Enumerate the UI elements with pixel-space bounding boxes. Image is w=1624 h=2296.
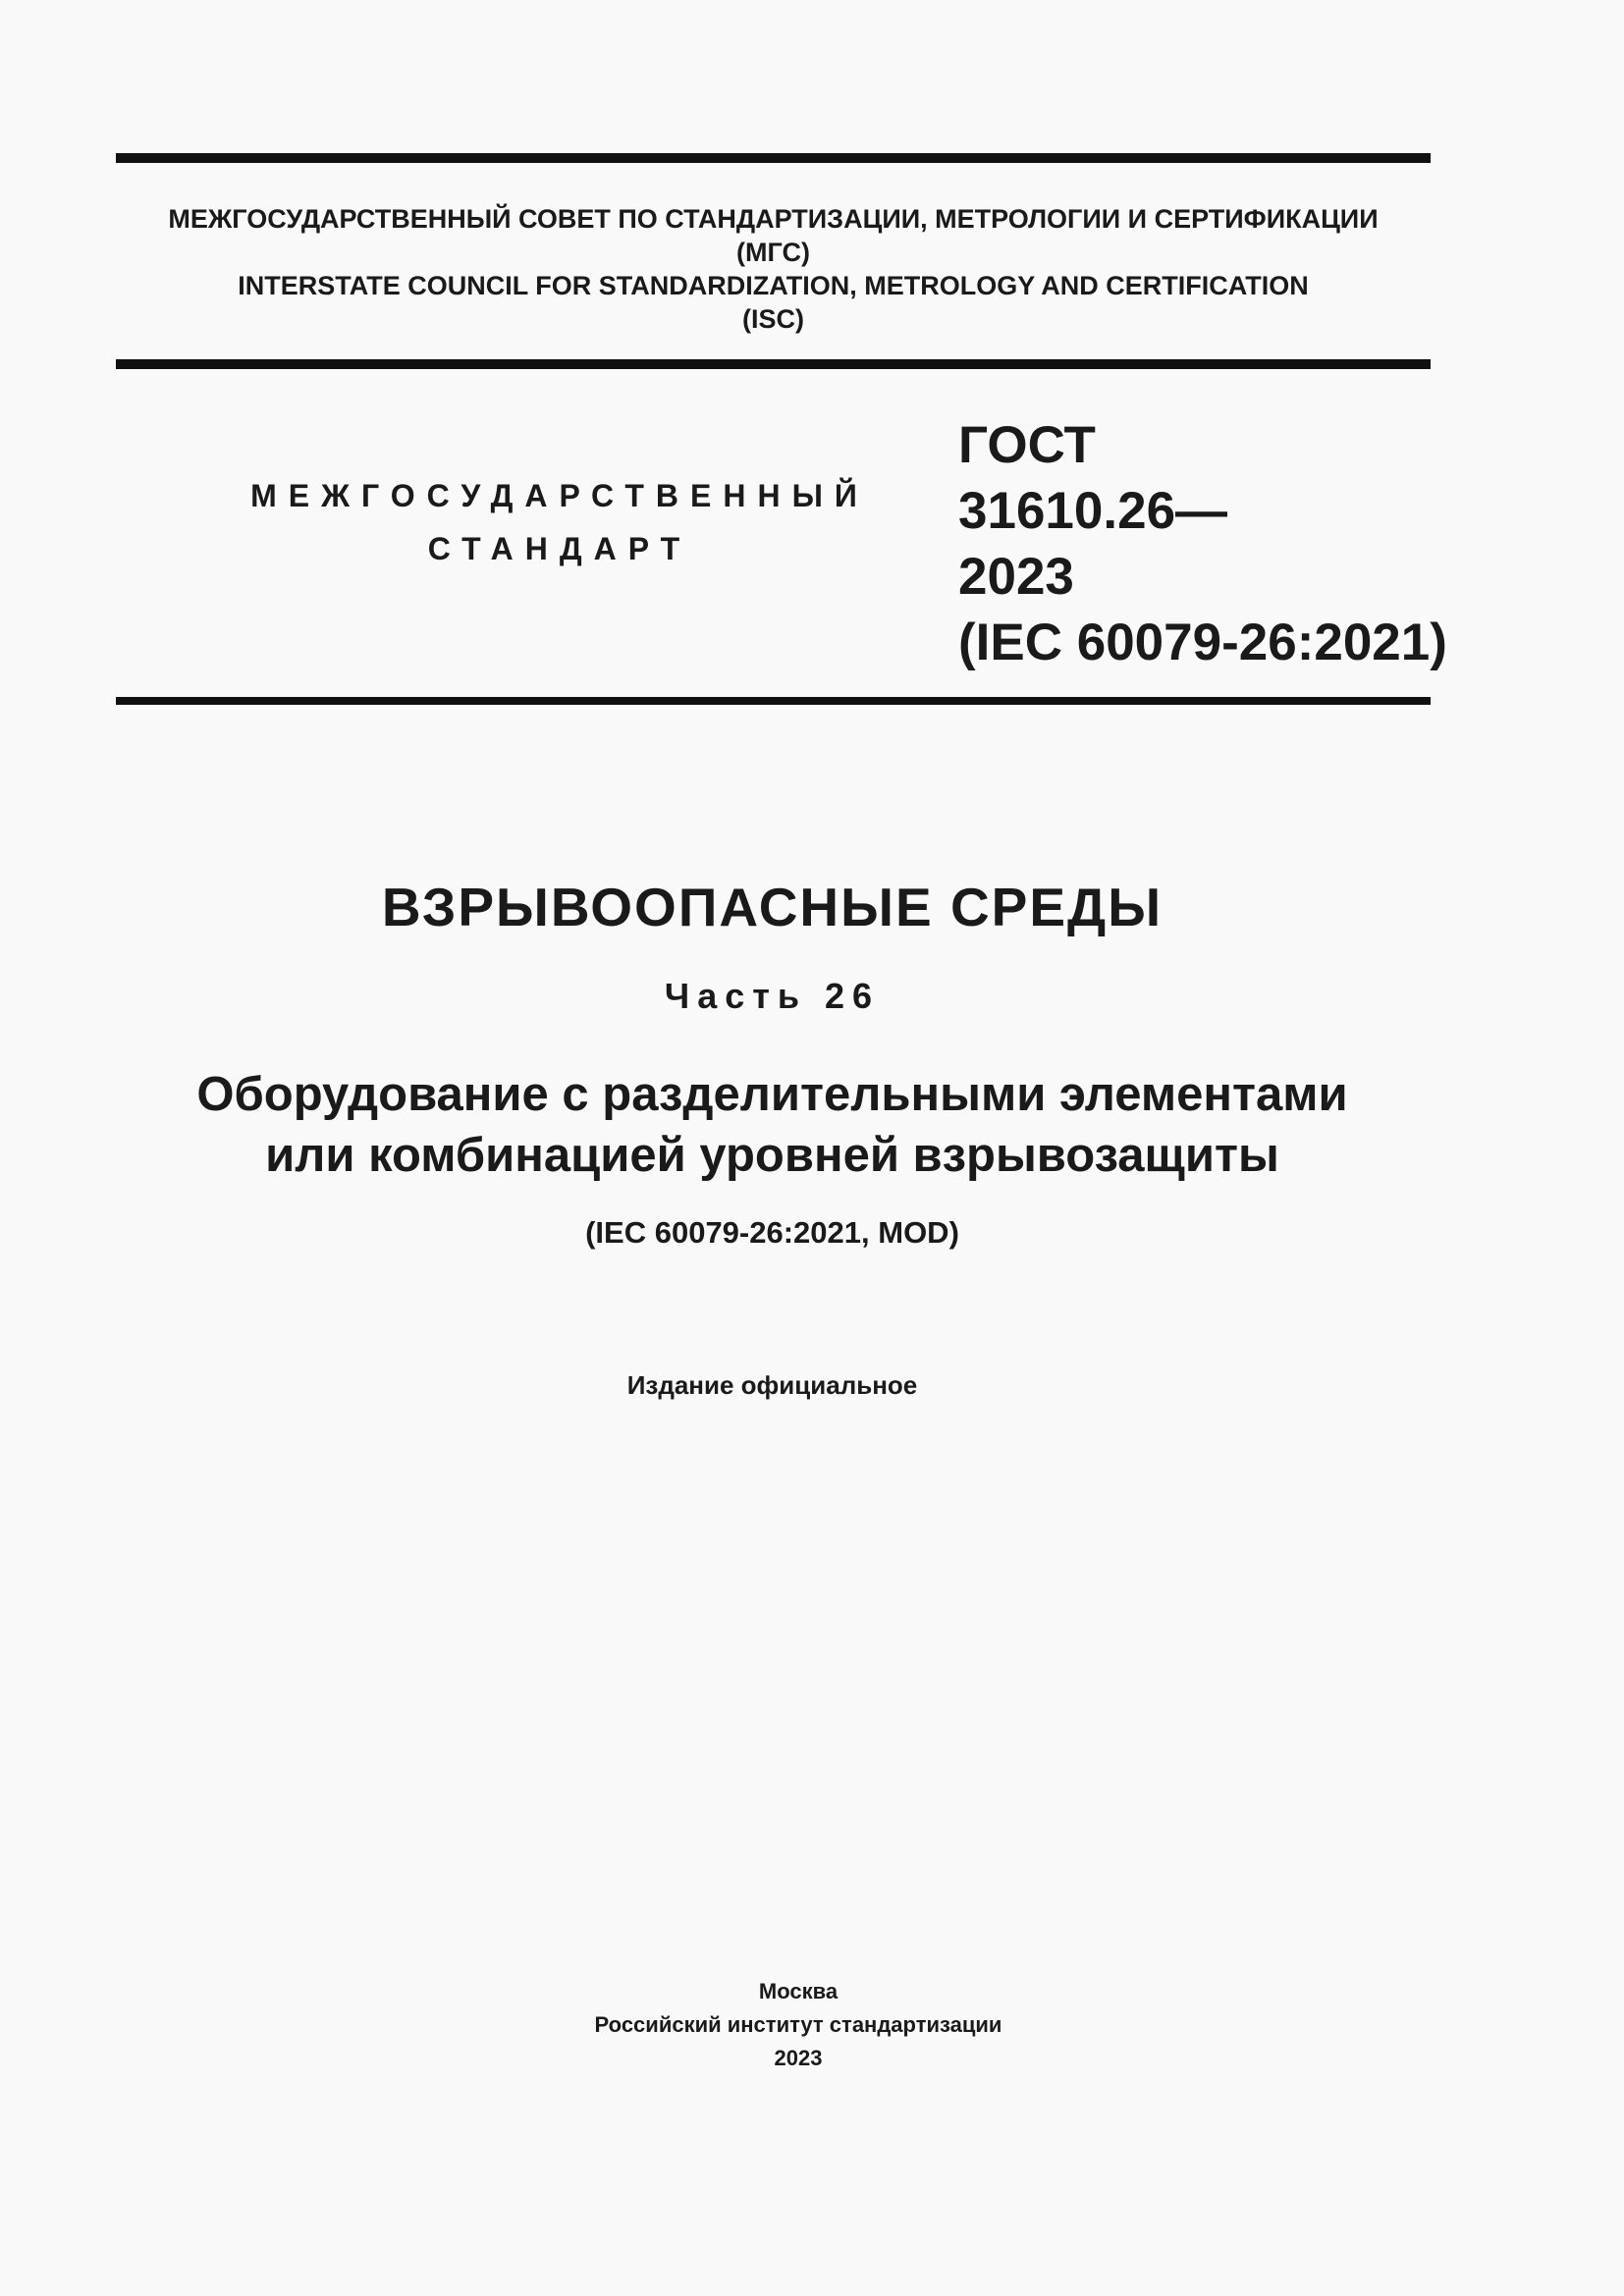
council-name-ru: МЕЖГОСУДАРСТВЕННЫЙ СОВЕТ ПО СТАНДАРТИЗАЦИИ, МЕТРОЛОГИИ И СЕРТИФИКАЦИИ [168, 204, 1379, 234]
edition-note: Издание официальное [626, 1370, 918, 1400]
publication-city: Москва [758, 1979, 839, 2003]
modification-note: (IEC 60079-26:2021, MOD) [585, 1215, 959, 1250]
designation-line-1: ГОСТ [958, 416, 1096, 474]
standard-designation [958, 412, 1447, 675]
council-abbr-ru: (МГС) [736, 238, 810, 267]
standard-type-line-1: МЕЖГОСУДАРСТВЕННЫЙ [250, 478, 869, 513]
header-rule [116, 359, 1431, 369]
publisher-name: Российский институт стандартизации [594, 2012, 1002, 2037]
designation-line-3: 2023 [958, 548, 1074, 606]
top-rule [116, 153, 1431, 163]
designation-rule [116, 697, 1431, 705]
part-number: Часть 26 [664, 976, 881, 1016]
council-header [116, 202, 1431, 336]
standard-type-label [216, 469, 903, 575]
publication-year: 2023 [774, 2046, 823, 2070]
subtitle-line-1: Оборудование с разделительными элементами [196, 1068, 1348, 1121]
document-subtitle [0, 1064, 1544, 1186]
designation-line-2: 31610.26— [958, 482, 1228, 540]
standard-type-line-2: СТАНДАРТ [427, 531, 692, 566]
document-title: ВЗРЫВООПАСНЫЕ СРЕДЫ [381, 877, 1164, 937]
council-name-en: INTERSTATE COUNCIL FOR STANDARDIZATION, METROLOGY AND CERTIFICATION [238, 271, 1309, 300]
council-abbr-en: (ISC) [742, 304, 804, 334]
subtitle-line-2: или комбинацией уровней взрывозащиты [265, 1129, 1279, 1182]
designation-line-4: (IEC 60079-26:2021) [958, 614, 1447, 671]
publication-footer [0, 1975, 1597, 2075]
